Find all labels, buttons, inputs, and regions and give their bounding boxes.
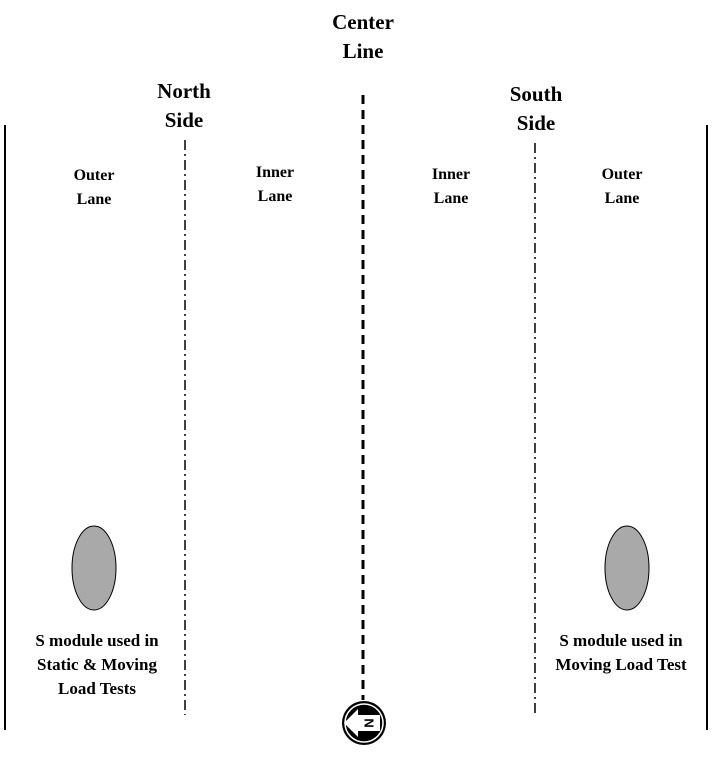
north-module-caption: S module used in Static & Moving Load Tests (35, 631, 159, 698)
south-side-label: South Side (509, 82, 563, 135)
south-s-module (605, 526, 649, 610)
south-outer-lane-label: Outer Lane (601, 166, 643, 207)
south-inner-lane-label: Inner Lane (431, 166, 471, 207)
north-s-module (72, 526, 116, 610)
north-outer-lane-label: Outer Lane (73, 167, 115, 208)
center-line-label: Center Line (332, 10, 394, 63)
compass-letter: N (361, 718, 377, 728)
north-inner-lane-label: Inner Lane (255, 164, 295, 205)
south-module-caption: S module used in Moving Load Test (555, 631, 687, 674)
north-side-label: North Side (157, 79, 211, 132)
north-arrow-icon (342, 701, 386, 745)
